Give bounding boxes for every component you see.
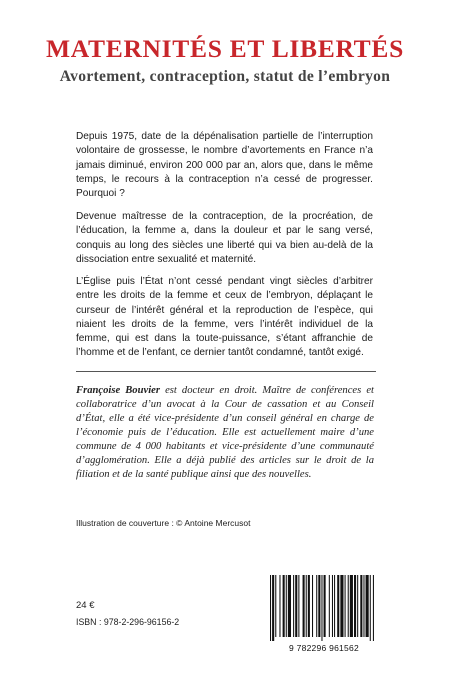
isbn-label: ISBN : 978-2-296-96156-2: [76, 617, 180, 627]
barcode-bar: [321, 575, 322, 641]
barcode-bar: [350, 575, 353, 637]
barcode-bar: [295, 575, 297, 637]
section-divider: [76, 371, 376, 372]
barcode-bar: [283, 575, 285, 637]
book-title: MATERNITÉS ET LIBERTÉS: [46, 34, 404, 63]
barcode-bar: [324, 575, 326, 637]
barcode-bar: [340, 575, 343, 637]
blurb-paragraph-1: Depuis 1975, date de la dépénalisation partielle de l’interruption volontaire de grossesse, le nombre d’avortements en France n’a jamais diminué, environ 200 000 par an, alors que, dans le même temps, le recours à la contraception n’a cessé de progresser. Pourquoi ?: [76, 131, 373, 200]
barcode-bar: [288, 575, 291, 637]
barcode-bar: [366, 575, 369, 637]
barcode-bar: [329, 575, 330, 637]
barcode-bar: [316, 575, 317, 637]
barcode-bar: [332, 575, 333, 637]
barcode-bars: [262, 573, 386, 643]
book-subtitle: Avortement, contraception, statut de l’embryon: [59, 68, 391, 85]
barcode-bar: [298, 575, 299, 637]
barcode-bar: [337, 575, 339, 637]
barcode-bar: [373, 575, 374, 641]
barcode-bar: [303, 575, 305, 637]
barcode-bar: [370, 575, 371, 641]
barcode-bar: [360, 575, 362, 637]
barcode-bar: [318, 575, 320, 637]
barcode-bar: [272, 575, 274, 641]
author-bio: [76, 384, 374, 482]
barcode-bar: [363, 575, 364, 637]
barcode-bar: [312, 575, 313, 637]
barcode-digits: 9 782296 961562: [289, 643, 359, 653]
barcode-bar: [354, 575, 356, 637]
isbn-barcode: [262, 573, 386, 658]
barcode-bar: [275, 575, 276, 637]
barcode-bar: [334, 575, 335, 637]
barcode-bar: [279, 575, 280, 637]
author-name: Françoise Bouvier: [76, 385, 160, 396]
barcode-bar: [306, 575, 307, 637]
barcode-bar: [270, 575, 271, 641]
price-label: 24 €: [76, 600, 95, 611]
barcode-bar: [286, 575, 287, 637]
blurb-paragraph-3: L’Église puis l’État n’ont cessé pendant vingt siècles d’arbitrer entre les droits de la femme et ceux de l’embryon, déplaçant le curseur de l’intérêt général et la reproduction de l’espèce, qui niaient les droits de la femme, vers l’intérêt individuel de la femme, qui est dans la toute-puissance, s’étant affranchie de l’homme et de l’enfant, ce dernier tantôt condamné, tantôt exigé.: [76, 276, 373, 359]
cover-illustration-credit: Illustration de couverture : © Antoine Mercusot: [76, 518, 251, 528]
barcode-bar: [357, 575, 358, 637]
blurb-paragraph-2: Devenue maîtresse de la contraception, de la procréation, de l’éducation, la femme a, dans la douleur et par le sang versé, conquis au long des siècles une liberté qui va bien au-delà de la dissociation entre sexualité et maternité.: [76, 211, 373, 265]
author-bio-text: est docteur en droit. Maître de conférences et collaboratrice d’un avocat à la Cour de cassation et au Conseil d’État, elle a été vice-présidente d’un conseil général en charge de l’économie puis de l’éducation. Elle est actuellement maire d’une commune de 4 000 habitants et vice-présidente d’une communauté d’agglomération. Elle a déjà publié des articles sur le droit de la filiation et de la santé publique ainsi que des nouvelles.: [76, 385, 374, 480]
barcode-bar: [308, 575, 310, 637]
barcode-bar: [348, 575, 349, 637]
barcode-bar: [293, 575, 294, 637]
barcode-bar: [345, 575, 346, 637]
